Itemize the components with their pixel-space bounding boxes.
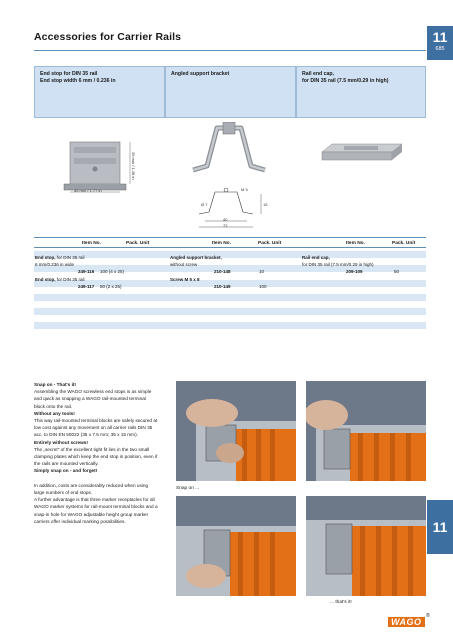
col1-pack-header: Pack. Unit <box>126 241 150 246</box>
bracket-40-dim: 40 <box>223 217 228 222</box>
table-band <box>34 294 426 301</box>
photo-thats-it-1 <box>176 496 296 596</box>
wago-logo: WAGO <box>388 617 425 627</box>
row-name-bold: End stop, <box>35 277 56 282</box>
description-line: clamping plates which keep the end stop in position, even if <box>34 454 158 460</box>
row-name: without screw <box>170 262 198 267</box>
end-stop-width-dim: 45 mm / 1.77 in <box>74 188 102 193</box>
pack-unit: 10 <box>259 269 265 274</box>
item-number: 209-109 <box>346 269 363 274</box>
pack-unit: 50 <box>394 269 400 274</box>
snap-on-photo-2-image <box>306 381 426 481</box>
registered-mark: ® <box>426 613 430 619</box>
end-stop-image <box>34 122 165 234</box>
description-line: Without any tools! <box>34 410 75 416</box>
bracket-dia-dim: Ø 7 <box>201 202 208 207</box>
col3-pack-header: Pack. Unit <box>392 241 416 246</box>
row-name-bold: Screw M 5 x 8 <box>170 277 200 282</box>
bracket-m5-dim: M 5 <box>241 187 248 192</box>
description-line: WAGO marker systems for rail-mount terminal blocks and a <box>34 504 158 510</box>
description-line: the rails are mounted vertically. <box>34 461 99 467</box>
caption-snap-on: Snap on ... <box>176 486 200 491</box>
side-chapter-tab: 11 <box>427 500 453 554</box>
item-number: 210-149 <box>214 284 231 289</box>
row-name: 6 mm/0.236 in wide <box>35 262 75 267</box>
box-end-stop <box>34 66 165 118</box>
row-name-bold: Angled support bracket, <box>170 255 222 260</box>
box-end-cap-line1: Rail end cap, <box>302 71 334 77</box>
page-title: Accessories for Carrier Rails <box>34 31 182 43</box>
bracket-15-dim: 15 <box>263 202 268 207</box>
row-name: for DIN 35 rail (7.5 mm/0.29 in high) <box>302 262 374 267</box>
snap-on-photo-1-image <box>176 381 296 481</box>
item-number: 249-117 <box>78 284 95 289</box>
description-line: acc. to DIN EN 50022 (35 x 7.5 mm; 35 x 15 mm). <box>34 432 138 438</box>
description-line: A further advantage is that three marker receptacles for all <box>34 497 155 503</box>
col2-pack-header: Pack. Unit <box>258 241 282 246</box>
bracket-drawing-area <box>165 122 296 234</box>
description-text <box>34 381 168 525</box>
description-line: carriers offer individual marking possibilities. <box>34 518 126 524</box>
bracket-image <box>165 122 296 234</box>
description-line: and quick as snapping a WAGO rail-mounted terminal <box>34 396 146 402</box>
col1-item-header: Item No. <box>82 241 101 246</box>
row-name-bold: End stop, <box>35 255 56 260</box>
table-band <box>34 308 426 315</box>
end-stop-drawing-area <box>34 122 165 234</box>
table-header <box>34 237 426 248</box>
pack-unit: 100 (4 x 25) <box>100 269 125 274</box>
description-line: Assembling the WAGO screwless end stops is as simple <box>34 389 152 395</box>
table-band <box>34 251 426 258</box>
page-number: 685 <box>435 46 445 52</box>
item-number: 249-116 <box>78 269 95 274</box>
item-number: 210-148 <box>214 269 231 274</box>
caption-thats-it: ... that's it! <box>330 600 352 605</box>
description-line: This way rail-mounted terminal blocks are safely secured at <box>34 418 158 424</box>
end-cap-image <box>296 122 426 234</box>
description-line: Simply snap on - and forget! <box>34 468 98 474</box>
box-bracket <box>165 66 296 118</box>
table-row <box>35 261 74 268</box>
table-band <box>34 322 426 329</box>
end-stop-height-dim: 35 mm / 1.38 in <box>131 152 136 180</box>
description-line: large numbers of end stops. <box>34 490 93 496</box>
chapter-tab <box>427 26 453 60</box>
title-rule <box>34 50 426 51</box>
photo-snap-on-2 <box>306 381 426 481</box>
description-line: low cost against any movement on all carrier rails DIN 35 <box>34 425 153 431</box>
description-line: The „secret" of the excellent tight fit lies in the two small <box>34 446 150 452</box>
photo-snap-on-1 <box>176 381 296 481</box>
row-name: for DIN 35 rail <box>55 255 85 260</box>
col3-item-header: Item No. <box>346 241 365 246</box>
bracket-72-dim: 72 <box>223 223 228 228</box>
col2-item-header: Item No. <box>212 241 231 246</box>
end-cap-drawing-area <box>296 122 426 234</box>
thats-it-photo-1-image <box>176 496 296 596</box>
box-end-stop-line2: End stop width 6 mm / 0.236 in <box>40 78 116 84</box>
photo-thats-it-2 <box>306 496 426 596</box>
row-name: for DIN 35 rail <box>55 277 85 282</box>
box-end-cap <box>296 66 426 118</box>
description-line: Entirely without screws! <box>34 439 88 445</box>
pack-unit: 50 (2 x 25) <box>100 284 122 289</box>
description-line: block onto the rail. <box>34 403 73 409</box>
description-line: In addition, costs are considerably reduced when using <box>34 482 149 488</box>
box-end-stop-line1: End stop for DIN 35 rail <box>40 71 98 77</box>
row-name-bold: Rail end cap, <box>302 255 330 260</box>
thats-it-photo-2-image <box>306 496 426 596</box>
box-end-cap-line2: for DIN 35 rail (7.5 mm/0.29 in high) <box>302 78 389 84</box>
description-line: Snap on - That's it! <box>34 382 76 387</box>
description-line <box>34 475 168 482</box>
chapter-number: 11 <box>432 29 448 45</box>
pack-unit: 100 <box>259 284 267 289</box>
box-bracket-line1: Angled support bracket <box>171 71 230 77</box>
description-line: snap-in hole for WAGO adjustable height group marker <box>34 511 149 517</box>
